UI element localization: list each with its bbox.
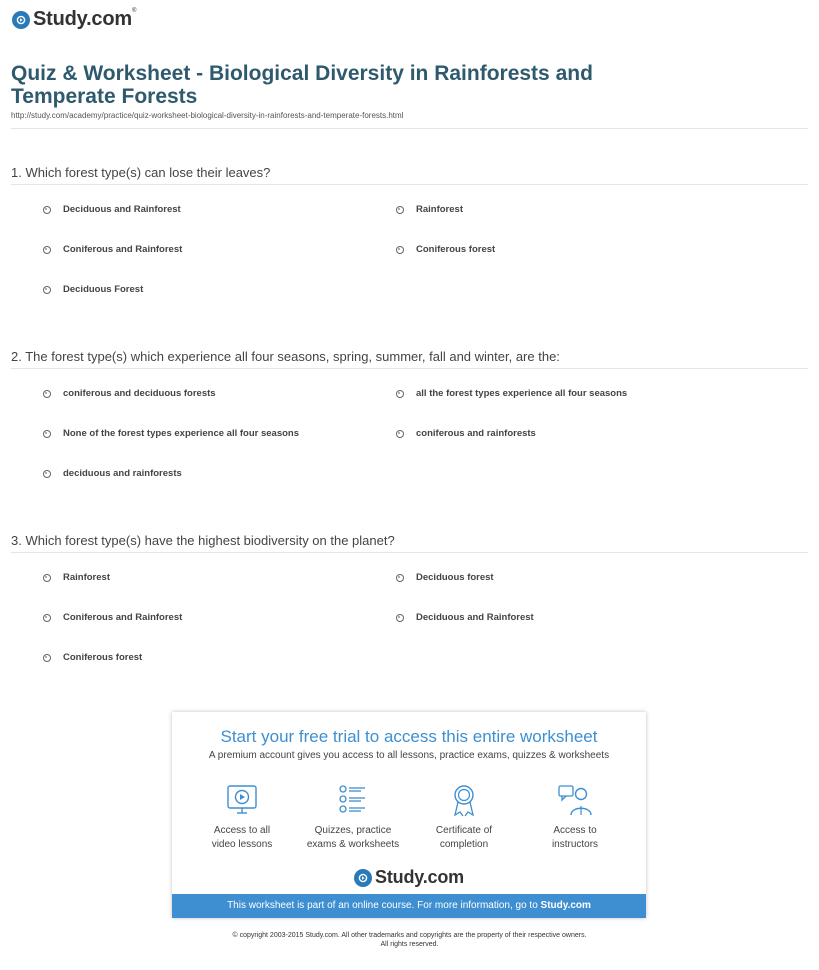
divider: [11, 552, 808, 553]
answer-option[interactable]: all the forest types experience all four seasons: [396, 388, 627, 399]
study-logo[interactable]: [12, 8, 136, 31]
radio-icon[interactable]: [43, 206, 51, 214]
instructor-icon: [557, 782, 593, 818]
answer-option[interactable]: coniferous and deciduous forests: [43, 388, 216, 399]
feature-video-lessons: [187, 782, 297, 852]
feature-quizzes: [298, 782, 408, 852]
play-icon: [12, 11, 30, 29]
certificate-icon: [446, 782, 482, 818]
feature-label: Certificate of completion: [435, 825, 493, 850]
radio-icon[interactable]: [396, 206, 404, 214]
radio-icon[interactable]: [43, 470, 51, 478]
answer-option[interactable]: Deciduous and Rainforest: [43, 204, 181, 215]
answer-option[interactable]: None of the forest types experience all four seasons: [43, 428, 299, 439]
quiz-list-icon: [335, 782, 371, 818]
feature-label: Access to instructors: [551, 825, 599, 850]
radio-icon[interactable]: [396, 430, 404, 438]
answer-option[interactable]: Rainforest: [43, 572, 110, 583]
feature-instructors: [520, 782, 630, 852]
radio-icon[interactable]: [43, 654, 51, 662]
answer-option[interactable]: Coniferous and Rainforest: [43, 244, 182, 255]
study-link[interactable]: Study.com: [540, 900, 591, 911]
free-trial-promo: [172, 712, 646, 918]
feature-label: Access to all video lessons: [211, 825, 273, 850]
play-icon: [354, 869, 372, 887]
feature-label: Quizzes, practice exams & worksheets: [306, 825, 400, 850]
answer-option[interactable]: deciduous and rainforests: [43, 468, 182, 479]
answer-option[interactable]: Coniferous forest: [396, 244, 495, 255]
promo-subline: A premium account gives you access to all lessons, practice exams, quizzes & worksheets: [208, 750, 610, 761]
radio-icon[interactable]: [43, 574, 51, 582]
promo-study-logo[interactable]: [172, 867, 646, 888]
feature-certificate: [409, 782, 519, 852]
divider: [11, 184, 808, 185]
radio-icon[interactable]: [396, 390, 404, 398]
radio-icon[interactable]: [43, 246, 51, 254]
radio-icon[interactable]: [43, 390, 51, 398]
page-title: Quiz & Worksheet - Biological Diversity in Rainforests and Temperate Forests: [11, 62, 593, 108]
logo-text: Study.com®: [33, 8, 137, 30]
video-lesson-icon: [224, 782, 260, 818]
question-2: 2. The forest type(s) which experience all four seasons, spring, summer, fall and winter, are the:: [11, 349, 560, 364]
answer-option[interactable]: Rainforest: [396, 204, 463, 215]
logo-text: Study.com: [375, 867, 464, 887]
answer-option[interactable]: Coniferous forest: [43, 652, 142, 663]
radio-icon[interactable]: [396, 614, 404, 622]
question-1: 1. Which forest type(s) can lose their leaves?: [11, 165, 271, 180]
radio-icon[interactable]: [43, 614, 51, 622]
radio-icon[interactable]: [396, 574, 404, 582]
radio-icon[interactable]: [43, 430, 51, 438]
promo-headline[interactable]: Start your free trial to access this entire worksheet: [220, 727, 598, 746]
answer-option[interactable]: Coniferous and Rainforest: [43, 612, 182, 623]
page-url: http://study.com/academy/practice/quiz-worksheet-biological-diversity-in-rainforests-and-temperate-forests.html: [11, 111, 404, 120]
divider: [11, 368, 808, 369]
copyright: © copyright 2003-2015 Study.com. All other trademarks and copyrights are the property of their respective owners. All rights reserved.: [232, 932, 587, 948]
answer-option[interactable]: Deciduous and Rainforest: [396, 612, 534, 623]
radio-icon[interactable]: [396, 246, 404, 254]
course-info-bar: This worksheet is part of an online course. For more information, go to Study.com: [172, 894, 646, 918]
answer-option[interactable]: coniferous and rainforests: [396, 428, 536, 439]
question-3: 3. Which forest type(s) have the highest biodiversity on the planet?: [11, 533, 395, 548]
answer-option[interactable]: Deciduous Forest: [43, 284, 143, 295]
radio-icon[interactable]: [43, 286, 51, 294]
answer-option[interactable]: Deciduous forest: [396, 572, 494, 583]
divider: [11, 128, 808, 129]
